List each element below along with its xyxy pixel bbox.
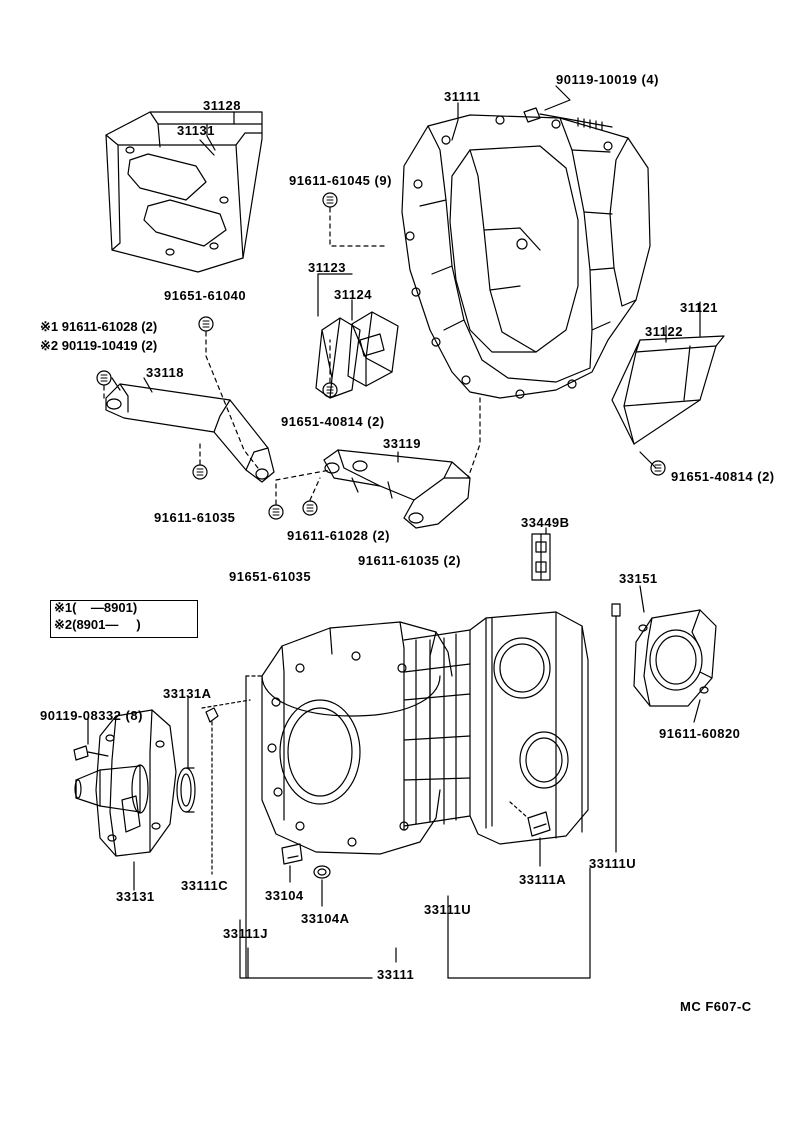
part-33131A-seal <box>177 768 195 812</box>
legend-line-2: ※2(8901— ) <box>54 617 141 632</box>
callout-33118: 33118 <box>146 365 184 380</box>
callout-33119: 33119 <box>383 436 421 451</box>
callout-91611-61035-b: 91611-61035 (2) <box>358 553 461 568</box>
callout-33449B: 33449B <box>521 515 570 530</box>
callout-91611-61028: 91611-61028 (2) <box>287 528 390 543</box>
part-33104A-washer <box>314 866 330 878</box>
part-33111-case <box>262 612 588 854</box>
callout-31121: 31121 <box>680 300 718 315</box>
part-33111U-stud <box>612 604 620 846</box>
callout-33131A: 33131A <box>163 686 212 701</box>
callout-91651-40814-a: 91651-40814 (2) <box>281 414 385 429</box>
callout-33151: 33151 <box>619 571 658 586</box>
part-33104-plug <box>282 844 302 864</box>
callout-31111-top: 31111 <box>444 89 481 104</box>
part-33119-arm <box>324 450 470 528</box>
part-31123-bracket <box>316 318 360 398</box>
part-31121-cover <box>612 336 724 444</box>
legend-line-1: ※1( —8901) <box>54 600 138 615</box>
callout-33104A: 33104A <box>301 911 350 926</box>
part-33131-retainer <box>75 710 176 856</box>
callout-31124: 31124 <box>334 287 372 302</box>
part-33118-arm <box>106 384 274 482</box>
part-90119-10019-bolt <box>524 108 612 130</box>
callout-90119-08332: 90119-08332 (8) <box>40 708 143 723</box>
callout-33111-bottom: 33111 <box>377 967 415 982</box>
callout-91651-61040: 91651-61040 <box>164 288 247 303</box>
callout-91611-61035-a: 91611-61035 <box>154 510 236 525</box>
callout-31123: 31123 <box>308 260 346 275</box>
part-90119-08332-bolt <box>74 746 108 760</box>
footnote-1: ※1 91611-61028 (2) <box>40 319 158 334</box>
part-31124-bracket <box>348 312 398 386</box>
callout-31122: 31122 <box>645 324 683 339</box>
callout-33131: 33131 <box>116 889 155 904</box>
part-33151-retainer <box>634 610 716 706</box>
callout-91611-60820: 91611-60820 <box>659 726 741 741</box>
part-33111C-plug <box>206 708 218 722</box>
part-31111-bellhousing <box>402 115 650 398</box>
callout-33104: 33104 <box>265 888 304 903</box>
callout-33111U-right: 33111U <box>589 856 637 871</box>
part-33111A-plug <box>528 812 550 836</box>
callout-90119-10019: 90119-10019 (4) <box>556 72 659 87</box>
callout-33111U-mid: 33111U <box>424 902 472 917</box>
callout-91651-40814-b: 91651-40814 (2) <box>671 469 775 484</box>
footnote-2: ※2 90119-10419 (2) <box>40 338 158 353</box>
callout-31131: 31131 <box>177 123 215 138</box>
callout-33111A-low: 33111A <box>519 872 567 887</box>
callout-31128: 31128 <box>203 98 241 113</box>
callout-91611-61045: 91611-61045 (9) <box>289 173 392 188</box>
callout-91651-61035: 91651-61035 <box>229 569 312 584</box>
part-33449B-clip <box>532 534 550 580</box>
callout-33111J: 33111J <box>223 926 268 941</box>
callout-33111C: 33111C <box>181 878 229 893</box>
bolt-symbols <box>97 193 665 519</box>
figure-code: MC F607-C <box>680 999 752 1014</box>
